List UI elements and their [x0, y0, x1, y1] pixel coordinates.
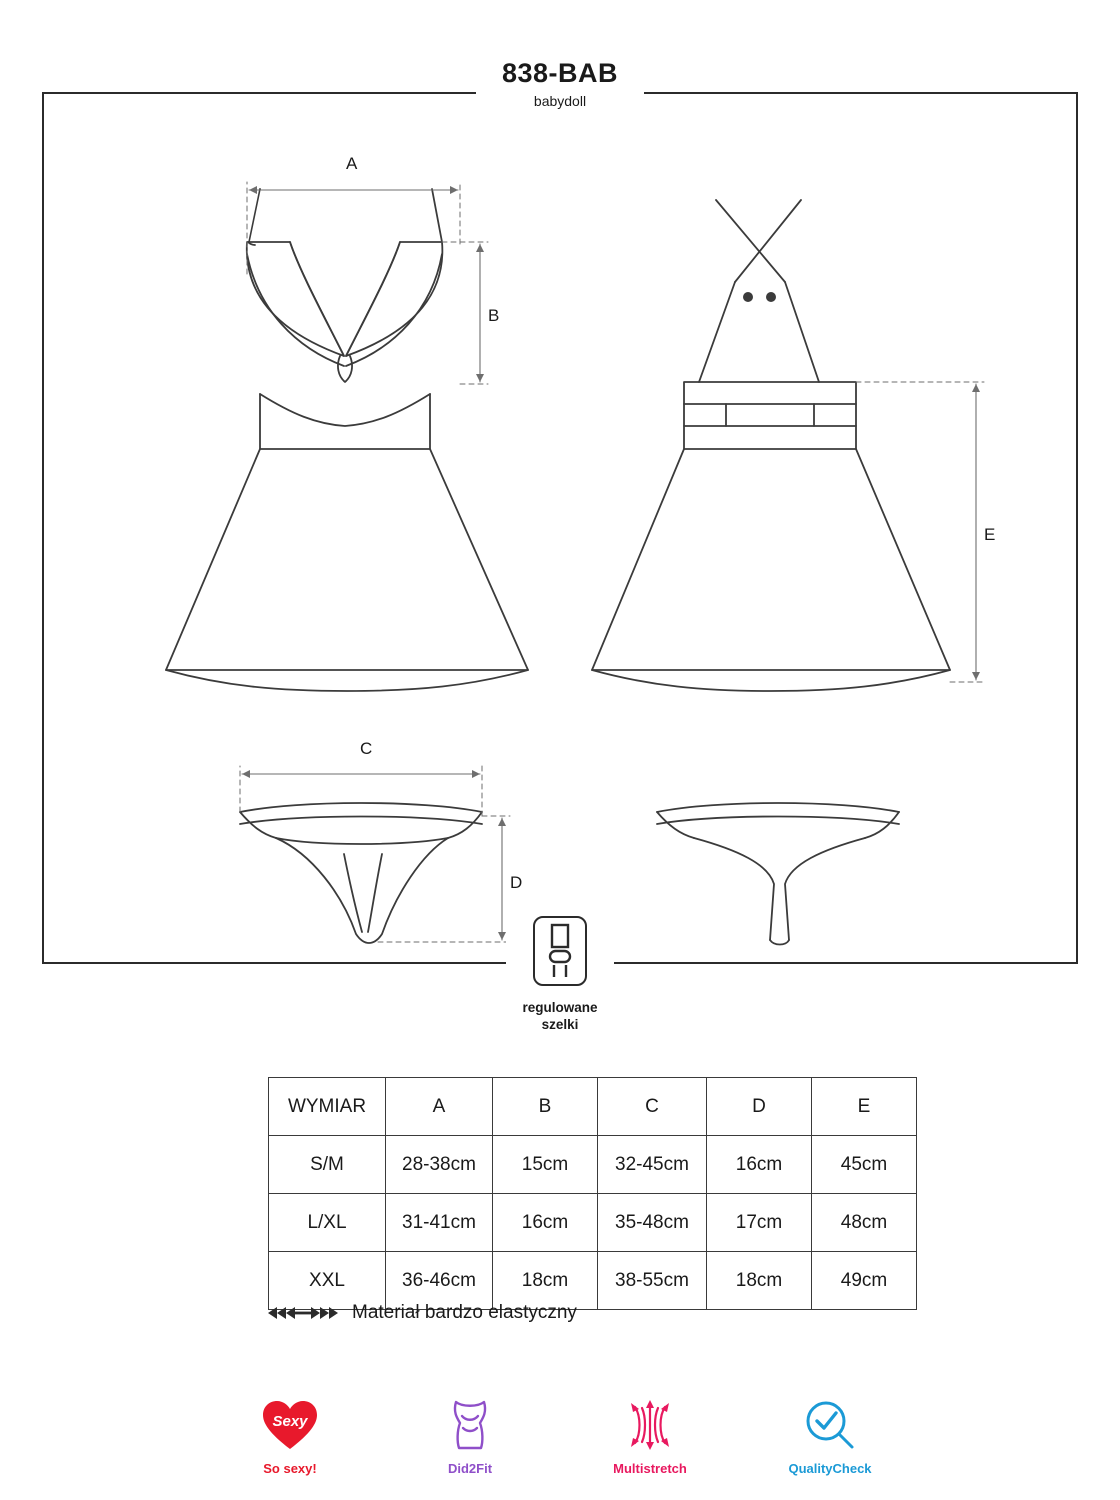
- table-header-row: [269, 1078, 917, 1136]
- table-header-wymiar: WYMIAR: [269, 1078, 386, 1136]
- sexy-heart-badge-icon: [231, 1396, 349, 1454]
- double-arrow-stretch-icon: [268, 1303, 338, 1323]
- feature-caption-line1: regulowane: [522, 1000, 598, 1015]
- badge-qualitycheck: [771, 1396, 889, 1476]
- adjustable-straps-icon: [532, 915, 588, 987]
- badge-label-did2fit: Did2Fit: [447, 1461, 493, 1476]
- table-header-d: D: [707, 1078, 812, 1136]
- table-row: [269, 1194, 917, 1252]
- table-cell-a: 36-46cm: [386, 1252, 493, 1310]
- feature-block: [0, 915, 1120, 1034]
- table-row: [269, 1136, 917, 1194]
- table-header-e: E: [812, 1078, 917, 1136]
- table-cell-a: 28-38cm: [386, 1136, 493, 1194]
- table-header-b: B: [493, 1078, 598, 1136]
- feature-caption-line2: szelki: [541, 1016, 579, 1032]
- badge-multistretch: [591, 1396, 709, 1476]
- dimension-label-c: C: [352, 739, 380, 759]
- table-cell-c: 32-45cm: [598, 1136, 707, 1194]
- multistretch-arrows-icon: [591, 1396, 709, 1454]
- stretch-note-text: Materiał bardzo elastyczny: [352, 1302, 577, 1323]
- product-type: babydoll: [533, 93, 587, 110]
- badge-label-multistretch: Multistretch: [613, 1461, 687, 1476]
- did2fit-body-icon: [411, 1396, 529, 1454]
- table-cell-size: S/M: [269, 1136, 386, 1194]
- table-cell-b: 16cm: [493, 1194, 598, 1252]
- title-block: [0, 58, 1120, 111]
- table-header-c: C: [598, 1078, 707, 1136]
- qualitycheck-magnifier-icon: [771, 1396, 889, 1454]
- dimension-label-a: A: [338, 154, 365, 174]
- svg-text:Sexy: Sexy: [272, 1413, 308, 1430]
- table-cell-c: 35-48cm: [598, 1194, 707, 1252]
- table-header-a: A: [386, 1078, 493, 1136]
- table-cell-b: 15cm: [493, 1136, 598, 1194]
- feature-caption: [0, 1000, 1120, 1034]
- technical-drawing: [44, 94, 1076, 962]
- badge-so-sexy: [231, 1396, 349, 1476]
- badge-label-so-sexy: So sexy!: [263, 1461, 317, 1476]
- stretch-note: [268, 1302, 577, 1324]
- dimension-label-b: B: [488, 302, 499, 330]
- table-cell-d: 18cm: [707, 1252, 812, 1310]
- size-table: [268, 1077, 917, 1310]
- table-cell-c: 38-55cm: [598, 1252, 707, 1310]
- badges-row: [0, 1396, 1120, 1476]
- table-cell-e: 49cm: [812, 1252, 917, 1310]
- table-cell-a: 31-41cm: [386, 1194, 493, 1252]
- table-cell-size: L/XL: [269, 1194, 386, 1252]
- dimension-label-e: E: [984, 521, 995, 549]
- table-cell-size: XXL: [269, 1252, 386, 1310]
- badge-label-qualitycheck: QualityCheck: [788, 1461, 872, 1476]
- table-cell-e: 45cm: [812, 1136, 917, 1194]
- table-cell-e: 48cm: [812, 1194, 917, 1252]
- dimension-label-d: D: [510, 869, 522, 897]
- product-code: 838-BAB: [501, 58, 619, 88]
- table-cell-d: 16cm: [707, 1136, 812, 1194]
- table-cell-b: 18cm: [493, 1252, 598, 1310]
- badge-did2fit: [411, 1396, 529, 1476]
- diagram-panel: [42, 92, 1078, 964]
- table-row: [269, 1252, 917, 1310]
- table-cell-d: 17cm: [707, 1194, 812, 1252]
